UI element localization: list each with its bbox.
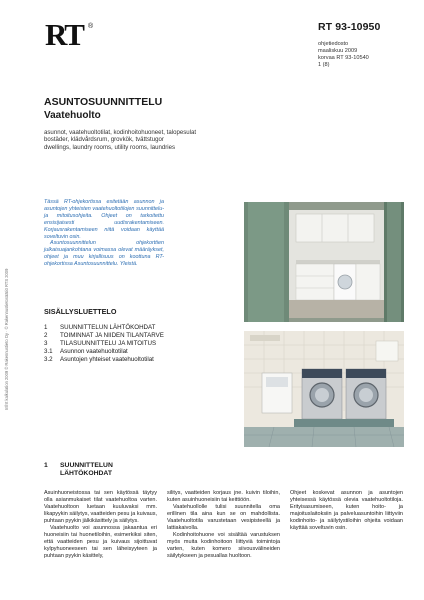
- table-of-contents: [44, 324, 164, 364]
- text-column: [290, 490, 403, 560]
- toc-item-label: Asunnon vaatehuoltotilat: [60, 348, 128, 355]
- toc-item[interactable]: [44, 324, 164, 331]
- section-heading: [44, 462, 113, 478]
- toc-item-number: 3: [44, 340, 48, 347]
- keywords-fi: asunnot, vaatehuoltotilat, kodinhoitohuoneet, talopesulat: [44, 129, 197, 136]
- toc-item-number: 2: [44, 332, 48, 339]
- keywords-sv: bostäder, klädvårdsrum, grovkök, tvättstugor: [44, 136, 164, 144]
- toc-item-label: SUUNNITTELUN LÄHTÖKOHDAT: [60, 324, 156, 331]
- toc-item[interactable]: [44, 348, 164, 355]
- toc-item-label: Asuntojen yhteiset vaatehuoltotilat: [60, 356, 154, 363]
- body-paragraph: Vaatehuolto voi asunnossa jakaantua eri huoneisiin tai huonetiloihin, esimerkiksi siten, että vaatteiden pesu ja kuivaus sijoittuvat kylpyhuoneeseen tai sen läheisyyteen ja puhtaan pyykin käsittely,: [44, 525, 157, 559]
- text-column: [167, 490, 280, 560]
- text-column: [44, 490, 157, 560]
- copyright-sidebar: Infrrt kalkulation 2009 © Rakennustieto Oy · © Rakennustietosäätiö RTS 2009: [4, 268, 9, 410]
- document-code: RT 93-10950: [318, 21, 381, 33]
- meta-type: ohjetiedosto: [318, 41, 349, 47]
- body-text: [44, 490, 404, 560]
- body-paragraph: Vaatehuollolle tulisi suunnitella oma erillinen tila aina kun se on mahdollista. Vaatehuoltotila varustetaan vesipisteellä ja lattiakaivolla.: [167, 504, 280, 531]
- meta-pages: 1 (8): [318, 62, 330, 68]
- keywords-en: dwellings, laundry rooms, utility rooms, laundries: [44, 143, 176, 151]
- toc-item-label: TILASUUNNITTELU JA MITOITUS: [60, 340, 157, 347]
- toc-heading: SISÄLLYSLUETTELO: [44, 307, 117, 316]
- svg-text:®: ®: [88, 23, 94, 30]
- laundry-room-photo: [244, 202, 404, 322]
- toc-item[interactable]: [44, 340, 164, 347]
- meta-date: maaliskuu 2009: [318, 48, 358, 54]
- toc-item-label: TOIMINNAT JA NIIDEN TILANTARVE: [60, 332, 164, 339]
- rt-logo: [45, 19, 97, 49]
- toc-item-number: 3.1: [44, 348, 53, 355]
- intro-paragraph: Asuntosuunnittelun ohjekorttien julkaisuajankohtana voimassa olevat määräykset, ohjeet ja muu kirjallisuus on koottuna RT-ohjekortissa Asuntosuunnittelu. Yleistä.: [44, 240, 164, 268]
- body-paragraph: Kodinhoitohuone voi sisältää varustuksen myös muita kodinhoitoon liittyviä toimintoja varten, kuten komero siivousvälineiden säilytykseen ja pesuallas huoltoon.: [167, 532, 280, 559]
- body-paragraph: silitys, vaatteiden korjaus jne. kuivin tiloihin, kuten asuinhuoneisiin tai keittiöön.: [167, 490, 280, 503]
- keywords: [44, 129, 196, 151]
- section-number: 1: [44, 462, 48, 469]
- intro-paragraph: Tässä RT-ohjekortissa esitetään asunnon ja asuntojen yhteisten vaatehuoltotilojen suunnittelu- ja mitoitusohjeita. Ohjeet on tarkoitettu ensisijaisesti uudisrakentamiseen. Korjausrakentamiseen niitä voidaan käyttää soveltuvin osin.: [44, 199, 164, 240]
- toc-item-number: 3.2: [44, 356, 53, 363]
- document-meta: [318, 41, 369, 69]
- page-subtitle: Vaatehuolto: [44, 110, 101, 121]
- svg-text:RT: RT: [45, 19, 83, 49]
- page-title: ASUNTOSUUNNITTELU: [44, 96, 163, 108]
- toc-item[interactable]: [44, 332, 164, 339]
- section-title-line1: SUUNNITTELUN: [60, 462, 113, 469]
- shared-laundry-photo: [244, 331, 404, 447]
- body-paragraph: Ohjeet koskevat asunnon ja asuntojen yhteisessä käytössä olevia vaatehuoltotiloja. Erityisasumiseen, kuten hoito- ja majoituslaitoksiin ja palveluasuntoihin liittyviin kodinhoito- ja säilytystiloihin ohjeita voidaan käyttää soveltuvin osin.: [290, 490, 403, 531]
- meta-replaces: korvaa RT 93-10540: [318, 55, 369, 61]
- toc-item[interactable]: [44, 356, 164, 363]
- body-paragraph: Asuinhuoneistossa tai sen käytössä täytyy olla asianmukaiset tilat vaatehuoltoa varten. Vaatehuoltoon luetaan kuuluvaksi mm. likapyykin säilytys, vaatteiden pesu ja kuivaus, puhtaan pyykin jälkikäsittely ja säilytys.: [44, 490, 157, 524]
- intro-text: [44, 199, 164, 268]
- section-title-line2: LÄHTÖKOHDAT: [60, 470, 112, 477]
- toc-item-number: 1: [44, 324, 48, 331]
